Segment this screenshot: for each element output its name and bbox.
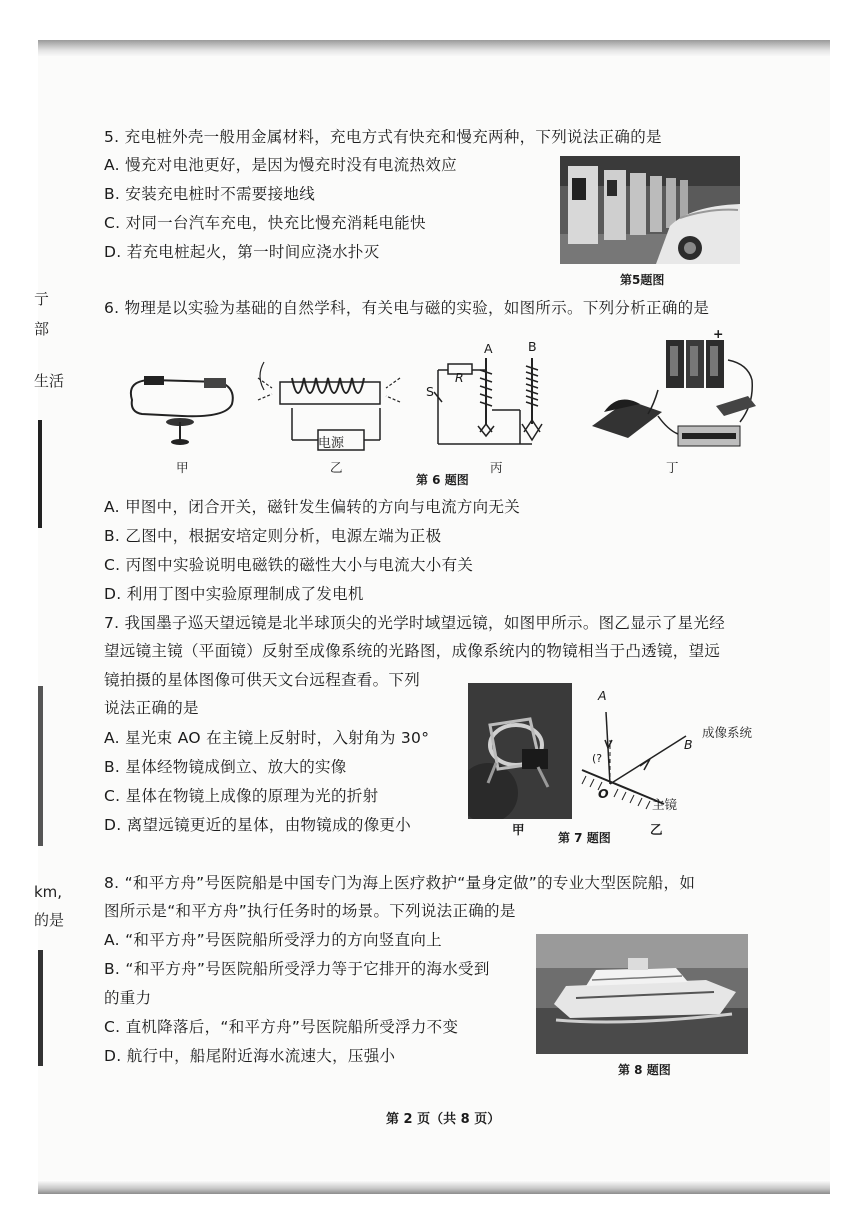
- q8-stem-line-1: 8. “和平方舟”号医院船是中国专门为海上医疗救护“量身定做”的专业大型医院船，如: [104, 874, 696, 892]
- battery-plus-label: +: [713, 326, 724, 341]
- q5-option-d: D. 若充电桩起火，第一时间应浇水扑灭: [104, 243, 380, 261]
- q7-stem-line-2: 望远镜主镜（平面镜）反射至成像系统的光路图，成像系统内的物镜相当于凸透镜，望远: [104, 642, 721, 660]
- hospital-ship-photo: [536, 934, 748, 1054]
- telescope-photo: [468, 683, 572, 819]
- q6-option-d: D. 利用丁图中实验原理制成了发电机: [104, 585, 364, 603]
- figure-yi-label: 乙: [330, 460, 343, 475]
- q7-stem-line-4: 说法正确的是: [104, 699, 199, 717]
- magnet-b-label: B: [528, 339, 537, 354]
- figure-7-point-b: B: [684, 737, 693, 752]
- q7-figure-caption: 第 7 题图: [558, 831, 611, 845]
- figure-ding-apparatus: [588, 330, 764, 460]
- margin-fragment: km,: [34, 883, 63, 901]
- figure-7-yi-label: 乙: [650, 822, 663, 837]
- margin-fragment: 生活: [34, 372, 65, 390]
- q7-option-c: C. 星体在物镜上成像的原理为光的折射: [104, 787, 379, 805]
- imaging-system-label: 成像系统: [702, 725, 753, 740]
- q6-option-b: B. 乙图中，根据安培定则分析，电源左端为正极: [104, 527, 442, 545]
- switch-s-label: S: [426, 384, 434, 399]
- figure-7-point-a: A: [598, 688, 607, 703]
- q5-figure-caption: 第5题图: [620, 273, 665, 287]
- q8-option-b: B. “和平方舟”号医院船所受浮力等于它排开的海水受到: [104, 960, 490, 978]
- q6-stem: 6. 物理是以实验为基础的自然学科，有关电与磁的实验，如图所示。下列分析正确的是: [104, 299, 710, 317]
- q7-option-a: A. 星光束 AO 在主镜上反射时，入射角为 30°: [104, 729, 430, 747]
- margin-fragment: 部: [34, 320, 50, 338]
- q5-stem: 5. 充电桩外壳一般用金属材料，充电方式有快充和慢充两种，下列说法正确的是: [104, 128, 662, 146]
- figure-7-angle-mark: (?: [592, 752, 603, 765]
- q8-figure-caption: 第 8 题图: [618, 1063, 671, 1077]
- q5-option-b: B. 安装充电桩时不需要接地线: [104, 185, 315, 203]
- q7-stem-line-1: 7. 我国墨子巡天望远镜是北半球顶尖的光学时域望远镜，如图甲所示。图乙显示了星光经: [104, 614, 726, 632]
- margin-fragment: 的是: [34, 911, 65, 929]
- q7-option-d: D. 离望远镜更近的星体，由物镜成的像更小: [104, 816, 412, 834]
- charging-station-photo: [560, 156, 740, 264]
- q8-option-b-continued: 的重力: [104, 989, 152, 1007]
- q8-option-c: C. 直机降落后，“和平方舟”号医院船所受浮力不变: [104, 1018, 459, 1036]
- scan-bottom-edge: [38, 1180, 830, 1194]
- q6-option-c: C. 丙图中实验说明电磁铁的磁性大小与电流大小有关: [104, 556, 474, 574]
- q7-stem-line-3: 镜拍摄的星体图像可供天文台远程查看。下列: [104, 671, 421, 689]
- figure-bing-label: 丙: [490, 460, 503, 475]
- margin-image-edge: [38, 420, 42, 528]
- page-number: 第 2 页（共 8 页）: [386, 1112, 501, 1127]
- main-mirror-label: 主镜: [652, 797, 678, 812]
- margin-image-edge: [38, 950, 43, 1066]
- margin-fragment: 亍: [34, 290, 50, 308]
- margin-image-edge: [38, 686, 43, 846]
- figure-7-point-o: O: [598, 786, 609, 801]
- q5-option-a: A. 慢充对电池更好，是因为慢充时没有电流热效应: [104, 156, 457, 174]
- q6-figure-caption: 第 6 题图: [416, 473, 469, 487]
- figure-jia-label: 甲: [176, 460, 189, 475]
- q8-option-d: D. 航行中，船尾附近海水流速大，压强小: [104, 1047, 396, 1065]
- q8-option-a: A. “和平方舟”号医院船所受浮力的方向竖直向上: [104, 931, 442, 949]
- figure-bing-electromagnets: [420, 340, 560, 450]
- q5-option-c: C. 对同一台汽车充电，快充比慢充消耗电能快: [104, 214, 426, 232]
- q8-stem-line-2: 图所示是“和平方舟”执行任务时的场景。下列说法正确的是: [104, 902, 516, 920]
- magnet-a-label: A: [484, 341, 493, 356]
- power-supply-label: 电源: [318, 436, 345, 451]
- q6-option-a: A. 甲图中，闭合开关，磁针发生偏转的方向与电流方向无关: [104, 498, 521, 516]
- figure-7-jia-label: 甲: [512, 822, 525, 837]
- resistor-r-label: R: [455, 370, 464, 385]
- figure-jia-circuit: [122, 370, 242, 450]
- q7-option-b: B. 星体经物镜成倒立、放大的实像: [104, 758, 347, 776]
- figure-ding-label: 丁: [666, 460, 679, 475]
